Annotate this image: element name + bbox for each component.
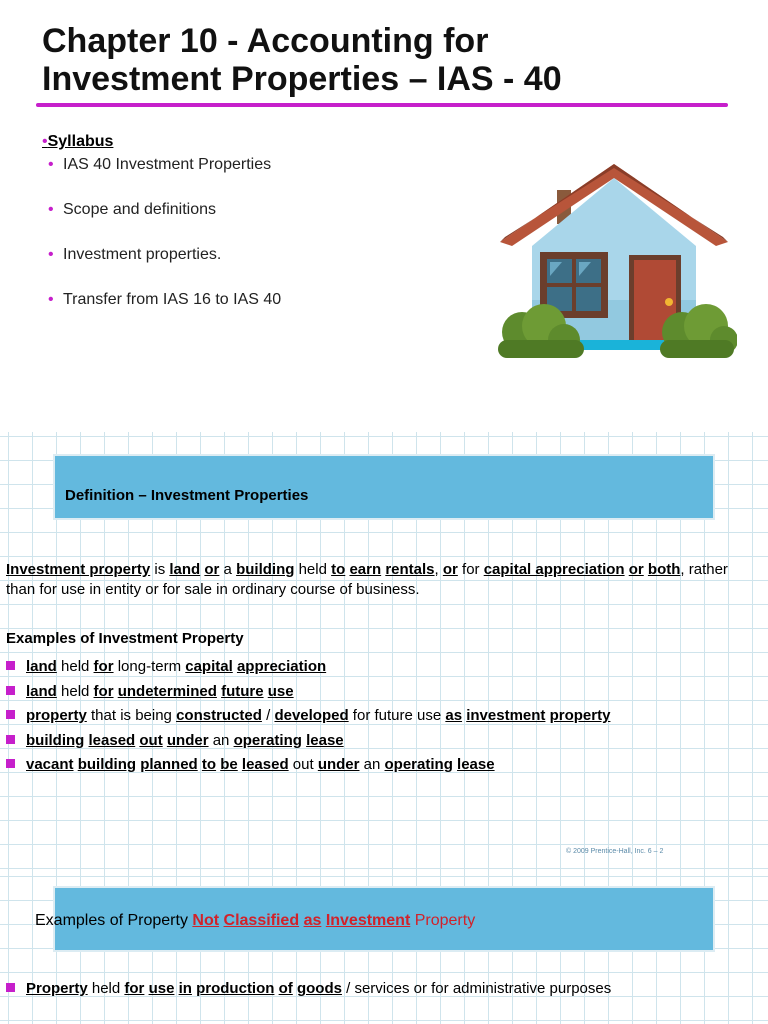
keyword: earn bbox=[349, 561, 382, 578]
keyword: property bbox=[549, 707, 611, 724]
text-run: for bbox=[457, 561, 484, 578]
text-run: an bbox=[208, 731, 234, 749]
title-line-1: Chapter 10 - Accounting for bbox=[42, 22, 489, 60]
text-run: , rather than for use in entity or for sale in ordinary course of business. bbox=[6, 561, 728, 598]
keyword: land bbox=[169, 561, 201, 578]
text-run: that is being bbox=[86, 707, 177, 724]
square-bullet-icon bbox=[6, 735, 15, 744]
keyword: use bbox=[267, 682, 294, 700]
square-bullet-icon bbox=[6, 983, 15, 992]
keyword: leased bbox=[241, 756, 289, 773]
keyword: under bbox=[166, 731, 209, 749]
keyword: building bbox=[236, 561, 295, 578]
keyword: undetermined bbox=[117, 682, 217, 700]
list-item bbox=[6, 655, 610, 680]
keyword: capital appreciation bbox=[483, 561, 625, 578]
list-item bbox=[6, 704, 610, 729]
keyword: or bbox=[204, 561, 220, 578]
square-bullet-icon bbox=[6, 759, 15, 768]
list-item: • Scope and definitions bbox=[48, 201, 216, 218]
not-classified-list bbox=[6, 978, 611, 1000]
keyword: land bbox=[26, 682, 57, 700]
keyword: as bbox=[445, 707, 463, 724]
house-icon bbox=[492, 160, 737, 365]
text-run: held bbox=[56, 658, 94, 675]
list-item bbox=[6, 753, 610, 778]
keyword: lease bbox=[306, 731, 344, 749]
slide-title bbox=[42, 22, 562, 98]
keyword: for bbox=[93, 658, 114, 675]
title-slide bbox=[0, 0, 768, 432]
definition-slide bbox=[0, 432, 768, 872]
keyword: Investment bbox=[325, 912, 411, 929]
not-classified-slide bbox=[0, 872, 768, 1024]
syllabus-heading: •Syllabus bbox=[42, 133, 114, 150]
square-bullet-icon bbox=[6, 710, 15, 719]
list-item bbox=[6, 729, 610, 754]
keyword: for bbox=[93, 682, 114, 700]
list-item: • IAS 40 Investment Properties bbox=[48, 156, 272, 173]
title-underline bbox=[36, 103, 728, 107]
banner-title: Definition – Investment Properties bbox=[65, 487, 309, 504]
title-line-2: Investment Properties – IAS - 40 bbox=[42, 60, 562, 98]
keyword: vacant bbox=[26, 756, 74, 773]
text-run: held bbox=[87, 980, 125, 997]
text-run: long-term bbox=[113, 658, 186, 675]
keyword: building bbox=[26, 731, 85, 749]
keyword: appreciation bbox=[236, 658, 327, 675]
keyword: operating bbox=[233, 731, 302, 749]
keyword: operating bbox=[384, 756, 453, 773]
text-run: a bbox=[219, 561, 237, 578]
keyword: to bbox=[201, 756, 217, 773]
keyword: in bbox=[178, 980, 192, 997]
keyword: leased bbox=[88, 731, 136, 749]
text-run: / bbox=[261, 707, 275, 724]
definition-paragraph bbox=[6, 560, 756, 600]
keyword: investment bbox=[466, 707, 546, 724]
square-bullet-icon bbox=[6, 661, 15, 670]
keyword: use bbox=[148, 980, 175, 997]
examples-heading: Examples of Investment Property bbox=[6, 630, 244, 647]
keyword: be bbox=[220, 756, 238, 773]
keyword: goods bbox=[296, 980, 342, 997]
text-run: , bbox=[434, 561, 443, 578]
keyword: Not bbox=[192, 912, 220, 929]
list-item: • Transfer from IAS 16 to IAS 40 bbox=[48, 291, 282, 308]
definition-banner bbox=[53, 454, 715, 520]
not-classified-banner bbox=[35, 886, 715, 952]
text-run: Property bbox=[410, 912, 476, 929]
keyword: property bbox=[26, 707, 87, 724]
keyword: constructed bbox=[176, 707, 262, 724]
keyword: Property bbox=[26, 980, 88, 997]
list-item bbox=[6, 978, 611, 1000]
examples-list bbox=[6, 655, 610, 778]
keyword: developed bbox=[274, 707, 349, 724]
keyword: building bbox=[77, 756, 137, 773]
keyword: for bbox=[124, 980, 145, 997]
keyword: to bbox=[331, 561, 346, 578]
banner-title bbox=[35, 912, 475, 930]
keyword: future bbox=[221, 682, 264, 700]
keyword: Classified bbox=[223, 912, 300, 929]
keyword: planned bbox=[140, 756, 198, 773]
keyword: lease bbox=[457, 756, 495, 773]
keyword: rentals bbox=[385, 561, 435, 578]
keyword: Investment property bbox=[6, 561, 151, 578]
keyword: as bbox=[303, 912, 322, 929]
text-run: / services or for administrative purposes bbox=[341, 980, 612, 997]
keyword: or bbox=[628, 561, 644, 578]
keyword: capital bbox=[185, 658, 233, 675]
text-run: out bbox=[288, 756, 318, 773]
list-item bbox=[6, 680, 610, 705]
text-run: an bbox=[359, 756, 385, 773]
text-run: held bbox=[294, 561, 332, 578]
syllabus-list bbox=[48, 156, 281, 336]
keyword: or bbox=[442, 561, 458, 578]
list-item: • Investment properties. bbox=[48, 246, 222, 263]
copyright-footer: © 2009 Prentice-Hall, Inc. 6 – 2 bbox=[566, 848, 664, 855]
keyword: land bbox=[26, 658, 57, 675]
square-bullet-icon bbox=[6, 686, 15, 695]
keyword: under bbox=[317, 756, 360, 773]
keyword: production bbox=[196, 980, 275, 997]
text-run: held bbox=[56, 682, 94, 700]
keyword: of bbox=[278, 980, 293, 997]
keyword: both bbox=[647, 561, 681, 578]
text-run: for future use bbox=[348, 707, 446, 724]
text-run: is bbox=[150, 561, 170, 578]
text-run: Examples of Property bbox=[35, 912, 193, 929]
keyword: out bbox=[139, 731, 163, 749]
